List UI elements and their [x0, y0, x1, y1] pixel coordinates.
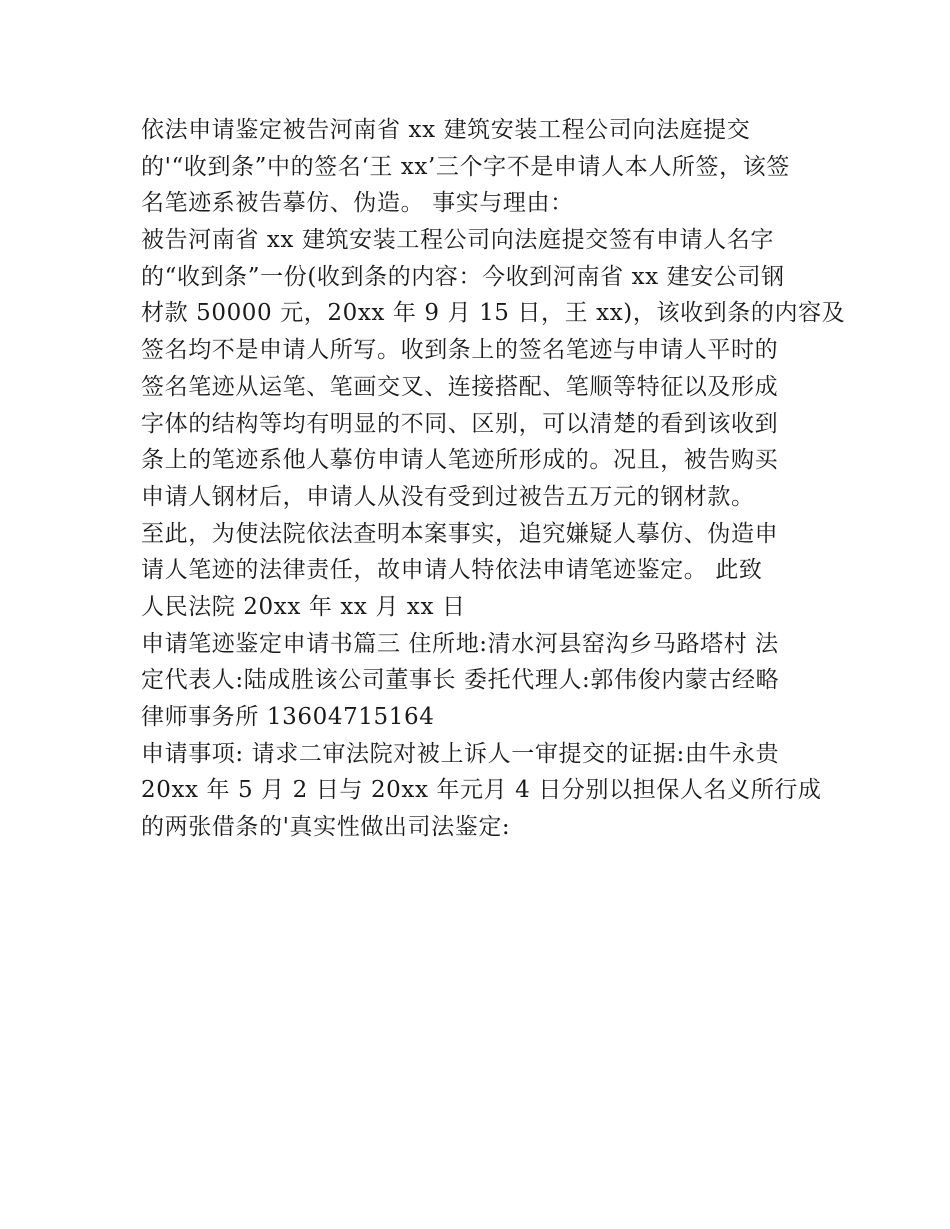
text-line: 请人笔迹的法律责任，故申请人特依法申请笔迹鉴定。 此致: [141, 557, 763, 584]
text-line: 名笔迹系被告摹仿、伪造。 事实与理由：: [141, 190, 574, 217]
paragraph-section-three-parties: [141, 626, 821, 736]
text-line: 被告河南省 xx 建筑安装工程公司向法庭提交签有申请人名字: [141, 227, 774, 254]
document-body: [141, 112, 846, 846]
text-line: 申请笔迹鉴定申请书篇三 住所地:清水河县窑沟乡马路塔村 法: [141, 630, 779, 657]
text-line: 申请事项: 请求二审法院对被上诉人一审提交的证据:由牛永贵: [141, 740, 780, 767]
text-line: 条上的笔迹系他人摹仿申请人笔迹所形成的。况且，被告购买: [141, 447, 779, 474]
text-line: 签名均不是申请人所写。收到条上的签名笔迹与申请人平时的: [141, 337, 779, 364]
paragraph-facts: [141, 222, 846, 516]
text-line: 的“收到条”一份(收到条的内容：今收到河南省 xx 建安公司钢: [141, 263, 785, 290]
text-line: 定代表人:陆成胜该公司董事长 委托代理人:郭伟俊内蒙古经略: [141, 667, 780, 694]
paragraph-application-intro: [141, 112, 821, 222]
text-line: 20xx 年 5 月 2 日与 20xx 年元月 4 日分别以担保人名义所行成: [141, 777, 822, 804]
text-line: 字体的结构等均有明显的不同、区别，可以清楚的看到该收到: [141, 410, 779, 437]
paragraph-request-items: [141, 736, 821, 846]
text-line: 的'“收到条”中的签名‘王 xx’三个字不是申请人本人所签，该签: [141, 153, 790, 180]
text-line: 申请人钢材后，申请人从没有受到过被告五万元的钢材款。: [141, 483, 755, 510]
text-line: 人民法院 20xx 年 xx 月 xx 日: [141, 593, 466, 620]
text-line: 签名笔迹从运笔、笔画交叉、连接搭配、笔顺等特征以及形成: [141, 373, 779, 400]
text-line: 材款 50000 元，20xx 年 9 月 15 日，王 xx)，该收到条的内容及: [141, 300, 846, 327]
text-line: 至此，为使法院依法查明本案事实，追究嫌疑人摹仿、伪造申: [141, 520, 779, 547]
paragraph-conclusion: [141, 516, 821, 626]
text-line: 的两张借条的'真实性做出司法鉴定:: [141, 814, 511, 841]
text-line: 律师事务所 13604715164: [141, 704, 435, 730]
text-line: 依法申请鉴定被告河南省 xx 建筑安装工程公司向法庭提交: [141, 117, 751, 143]
